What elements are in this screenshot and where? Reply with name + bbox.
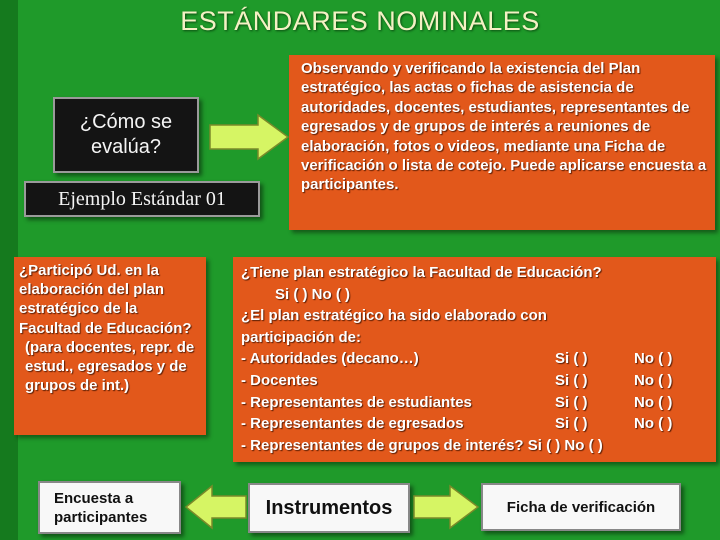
how-evaluated-text: ¿Cómo se evalúa? bbox=[79, 111, 173, 158]
question-1-options: Si ( ) No ( ) bbox=[275, 285, 350, 303]
survey-text: Encuesta a participantes bbox=[54, 489, 148, 526]
example-standard-box bbox=[24, 181, 260, 217]
right-arrow-icon bbox=[208, 113, 290, 161]
question-1: ¿Tiene plan estratégico la Facultad de Educación? bbox=[241, 264, 602, 281]
participation-question-text: ¿Participó Ud. en la elaboración del plan estratégico de la Facultad de Educación? bbox=[19, 262, 192, 337]
option-row bbox=[241, 392, 710, 414]
survey-box bbox=[38, 481, 181, 534]
option-row-last: - Representantes de grupos de interés? Si ( ) No ( ) bbox=[241, 436, 603, 454]
participation-question-box bbox=[14, 257, 206, 435]
option-label: - Representantes de estudiantes bbox=[241, 393, 472, 411]
option-yes: Si ( ) bbox=[555, 393, 588, 411]
how-evaluated-box bbox=[53, 97, 199, 173]
option-row bbox=[241, 413, 710, 435]
option-yes: Si ( ) bbox=[555, 415, 588, 433]
instruments-text: Instrumentos bbox=[265, 496, 393, 519]
questionnaire-box bbox=[233, 257, 716, 462]
option-label: - Docentes bbox=[241, 371, 318, 389]
page-title: ESTÁNDARES NOMINALES bbox=[180, 6, 540, 36]
observation-box bbox=[289, 55, 715, 230]
option-yes: Si ( ) bbox=[555, 350, 588, 368]
option-row bbox=[241, 348, 710, 370]
left-arrow-icon bbox=[184, 483, 248, 531]
observation-text: Observando y verificando la existencia del Plan estratégico, las actas o fichas de asistencia de autoridades, docentes, estudiantes, representantes de egresados y de grupos de interés a reuniones de elaboración, fotos o videos, mediante una Ficha de verificación o lista de cotejo. Puede aplicarse encuesta a participantes. bbox=[301, 60, 707, 194]
right-arrow-icon bbox=[412, 483, 480, 531]
participation-note-text: (para docentes, repr. de estud., egresados y de grupos de int.) bbox=[25, 338, 195, 395]
question-2-line-2: participación de: bbox=[241, 328, 362, 346]
option-no: No ( ) bbox=[634, 350, 673, 368]
verification-sheet-box bbox=[481, 483, 681, 531]
verification-sheet-text: Ficha de verificación bbox=[506, 498, 656, 516]
option-yes: Si ( ) bbox=[555, 371, 588, 389]
option-label: - Representantes de egresados bbox=[241, 415, 464, 433]
option-no: No ( ) bbox=[634, 371, 673, 389]
option-no: No ( ) bbox=[634, 415, 673, 433]
question-2-line-1: ¿El plan estratégico ha sido elaborado con bbox=[241, 307, 547, 325]
instruments-box bbox=[248, 483, 410, 533]
option-label: - Autoridades (decano…) bbox=[241, 350, 419, 368]
example-standard-text: Ejemplo Estándar 01 bbox=[58, 187, 226, 210]
option-no: No ( ) bbox=[634, 393, 673, 411]
option-row bbox=[241, 370, 710, 392]
